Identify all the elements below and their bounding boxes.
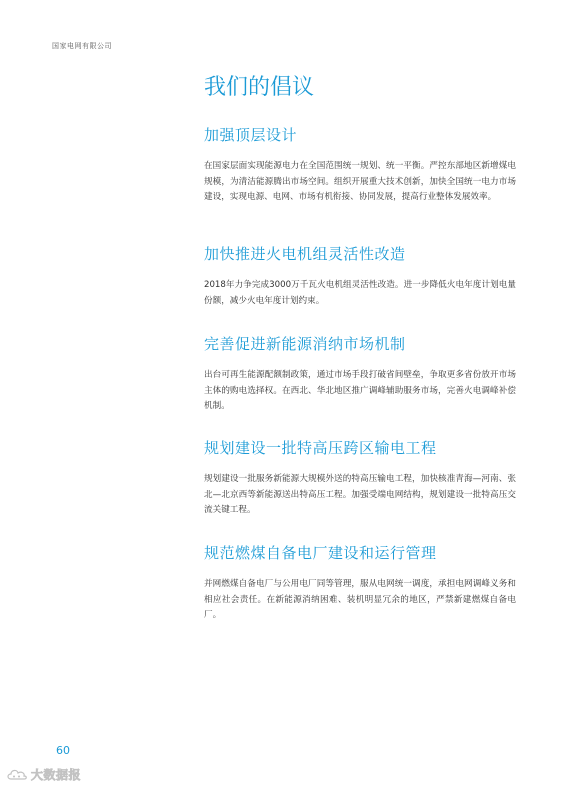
page-title: 我们的倡议 [204,75,315,100]
organization-name: 国家电网有限公司 [52,42,112,50]
section-captive-power-plants [204,542,516,624]
section-heading: 加强顶层设计 [204,126,298,144]
section-body: 规划建设一批服务新能源大规模外送的特高压输电工程，加快核准青海—河南、张北—北京西等新能源送出特高压工程。加强受端电网结构，规划建设一批特高压交流关键工程。 [204,474,516,516]
section-thermal-flexibility [204,243,516,309]
watermark [6,766,81,783]
section-body: 出台可再生能源配额制政策，通过市场手段打破省间壁垒，争取更多省份放开市场主体的购电选择权。在西北、华北地区推广调峰辅助服务市场，完善火电调峰补偿机制。 [204,370,516,412]
section-heading: 规划建设一批特高压跨区输电工程 [204,439,437,457]
section-body: 在国家层面实现能源电力在全国范围统一规划、统一平衡。严控东部地区新增煤电规模，为清洁能源腾出市场空间。组织开展重大技术创新，加快全国统一电力市场建设，实现电源、电网、市场有机衔接、协同发展，提高行业整体发展效率。 [204,161,516,203]
section-heading: 规范燃煤自备电厂建设和运行管理 [204,544,437,562]
section-heading: 完善促进新能源消纳市场机制 [204,335,406,353]
section-body: 2018年力争完成3000万千瓦火电机组灵活性改造。进一步降低火电年度计划电量份额，减少火电年度计划约束。 [204,280,516,306]
page-number: 60 [56,744,70,757]
section-heading: 加快推进火电机组灵活性改造 [204,245,406,263]
cloud-logo-icon [6,768,28,782]
section-body: 并网燃煤自备电厂与公用电厂同等管理，服从电网统一调度，承担电网调峰义务和相应社会责任。在新能源消纳困难、装机明显冗余的地区，严禁新建燃煤自备电厂。 [204,579,516,621]
watermark-text: 大数据报 [31,768,82,782]
section-top-level-design [204,124,516,206]
section-market-mechanism [204,333,516,415]
section-uhv-transmission [204,437,516,519]
